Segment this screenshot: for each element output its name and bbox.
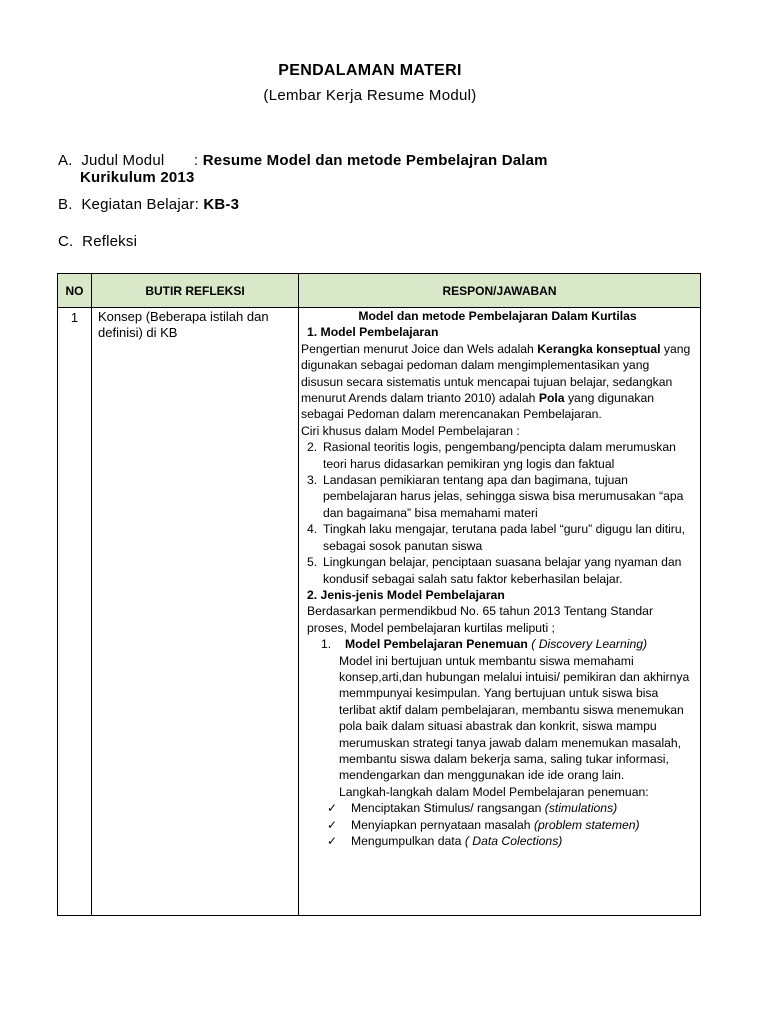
table-row <box>58 308 701 916</box>
step-item: ✓ Mengumpulkan data ( Data Colections) <box>327 834 563 848</box>
judul-value-cont: Kurikulum 2013 <box>80 169 195 186</box>
list-item: 5. Lingkungan belajar, penciptaan suasana belajar yang nyaman dan kondusif sebagai salah satu faktor keberhasilan belajar. <box>307 555 682 586</box>
refleksi-label: Refleksi <box>82 233 138 250</box>
kegiatan-label: B. Kegiatan Belajar <box>58 196 195 213</box>
header-butir: BUTIR REFLEKSI <box>92 274 299 308</box>
cell-respon <box>299 308 701 916</box>
page-title: PENDALAMAN MATERI <box>278 62 462 79</box>
judul-sep: : <box>194 152 199 169</box>
section-heading: 1. Model Pembelajaran <box>307 325 439 340</box>
judul-label: A. Judul Modul <box>58 152 165 169</box>
discovery-block <box>301 636 694 800</box>
check-icon: ✓ <box>327 834 338 848</box>
table-header-row <box>58 274 701 308</box>
meta-refleksi: C. Refleksi <box>58 233 138 250</box>
list-item: 3. Landasan pemikiaran tentang apa dan bagimana, tujuan pembelajaran harus jelas, sehingga siswa bisa merumusakan “apa dan bagaimana” bisa memahami materi <box>307 473 684 520</box>
langkah-heading: Langkah-langkah dalam Model Pembelajaran penemuan: <box>339 784 649 799</box>
discovery-body: Model ini bertujuan untuk membantu siswa memahami konsep,arti,dan hubungan melalui intuisi/ pemikiran dan akhirnya memmpunyai kesimpulan. Yang bertujuan untuk siswa bisa terlibat aktif dalam pembelajaran, membantu siswa menemukan pola baik dalam situasi abastrak dan konkrit, siswa mampu merumuskan strategi tanya jawab dalam menemukan masalah, membantu siswa dalam bekerja sama, saling tukar informasi, mendengarkan dan menggunakan ide ide orang lain. <box>339 653 690 783</box>
judul-value: Resume Model dan metode Pembelajran Dalam <box>202 152 548 169</box>
cell-butir: Konsep (Beberapa istilah dan definisi) di KB <box>92 308 299 916</box>
meta-judul-modul <box>58 152 548 186</box>
header-respon: RESPON/JAWABAN <box>299 274 701 308</box>
step-item: ✓ Menciptakan Stimulus/ rangsangan (stimulations) <box>327 801 618 816</box>
check-icon: ✓ <box>327 817 338 832</box>
section-heading: 2. Jenis-jenis Model Pembelajaran <box>307 587 505 602</box>
definition-paragraph: Pengertian menurut Joice dan Wels adalah Kerangka konseptual yang digunakan sebagai pedoman dalam mengimplementasikan yang disusun secara sistematis untuk mencapai tujuan belajar, sedangkan menurut Arends dalam trianto 2010) adalah Pola yang digunakan sebagai Pedoman dalam merencanakan Pembelajaran. <box>301 341 691 422</box>
header-no: NO <box>58 274 92 308</box>
refleksi-table <box>57 273 701 916</box>
step-item: ✓ Menyiapkan pernyataan masalah (problem statemen) <box>327 817 640 832</box>
list-item: 2. Rasional teoritis logis, pengembang/pencipta dalam merumuskan teori harus didasarkan pemikiran yng logis dan faktual <box>307 440 676 471</box>
kegiatan-value: KB-3 <box>203 196 240 213</box>
list-item: 4. Tingkah laku mengajar, terutana pada label “guru” digugu lan ditiru, sebagai sosok panutan siswa <box>307 522 686 553</box>
respon-title: Model dan metode Pembelajaran Dalam Kurtilas <box>358 309 637 323</box>
cell-no: 1 <box>58 308 92 916</box>
standar-paragraph: Berdasarkan permendikbud No. 65 tahun 2013 Tentang Standar proses, Model pembelajaran kurtilas meliputi ; <box>307 604 654 635</box>
meta-kegiatan-belajar <box>58 196 239 213</box>
check-icon: ✓ <box>327 801 338 816</box>
page-subtitle: (Lembar Kerja Resume Modul) <box>263 87 477 104</box>
kegiatan-sep: : <box>194 196 199 213</box>
discovery-heading: 1. Model Pembelajaran Penemuan ( Discovery Learning) <box>321 637 648 652</box>
ciri-heading: Ciri khusus dalam Model Pembelajaran : <box>301 423 520 438</box>
